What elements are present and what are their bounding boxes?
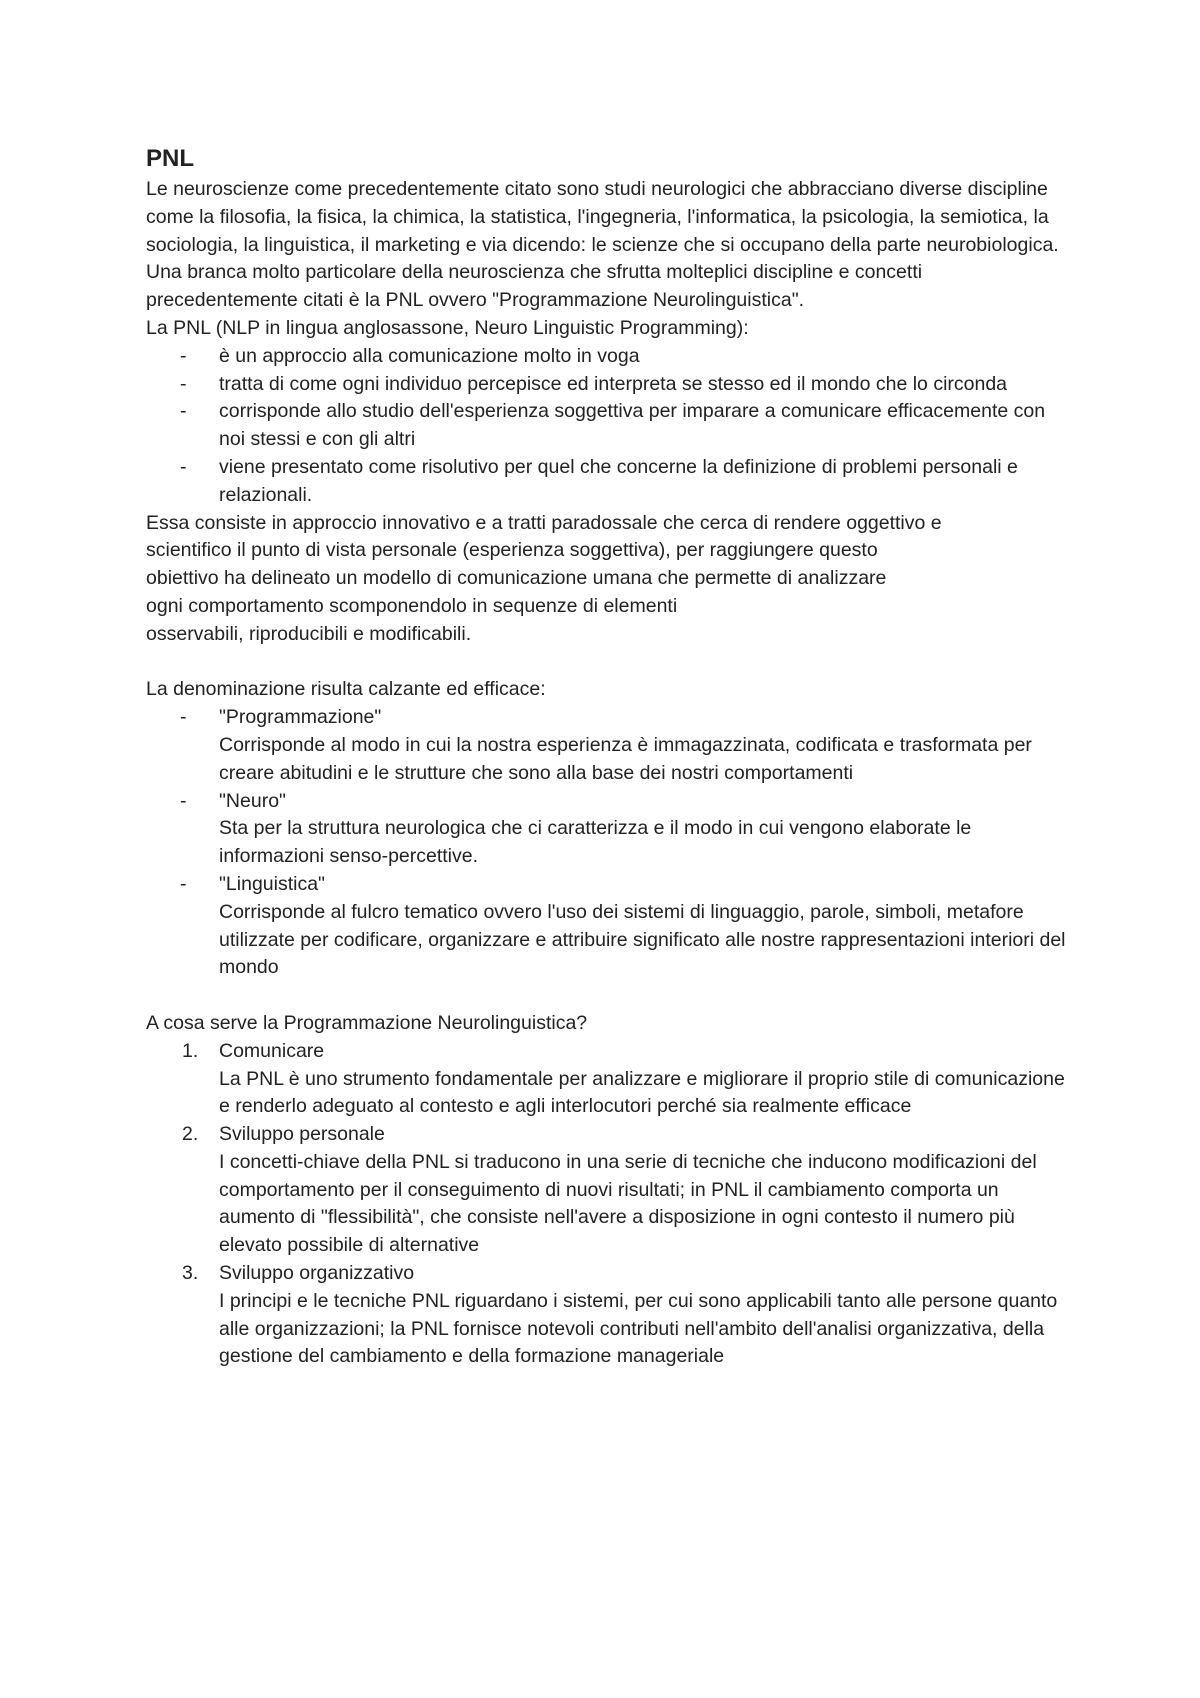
list-item <box>146 1121 1066 1260</box>
question-heading: A cosa serve la Programmazione Neurolinguistica? <box>146 1011 588 1034</box>
bullet-marker: - <box>180 344 187 367</box>
list-number: 3. <box>182 1262 199 1285</box>
uses-list <box>146 1038 1066 1372</box>
paragraph-line: osservabili, riproducibili e modificabili. <box>146 622 472 645</box>
list-item-term: Sviluppo personale <box>219 1123 385 1146</box>
list-item-text: è un approccio alla comunicazione molto in voga <box>219 344 640 367</box>
list-item <box>146 788 1066 871</box>
list-number: 1. <box>182 1039 199 1062</box>
denominazione-intro: La denominazione risulta calzante ed efficace: <box>146 678 546 701</box>
list-item-description: I principi e le tecniche PNL riguardano i sistemi, per cui sono applicabili tanto alle persone quanto alle organizzazioni; la PNL fornisce notevoli contributi nell'ambito dell'analisi organizzativa, della gestione del cambiamento e della formazione manageriale <box>219 1289 1058 1368</box>
document-page <box>146 142 1066 1371</box>
list-item <box>146 398 1066 454</box>
list-item-term: "Neuro" <box>219 789 286 812</box>
paragraph-line: scientifico il punto di vista personale (esperienza soggettiva), per raggiungere questo <box>146 539 878 562</box>
list-item <box>146 871 1066 982</box>
list-item-term: Comunicare <box>219 1039 325 1062</box>
list-item-term: "Programmazione" <box>219 706 382 729</box>
list-item-term: Sviluppo organizzativo <box>219 1262 415 1285</box>
list-item-text: corrisponde allo studio dell'esperienza soggettiva per imparare a comunicare efficacemente con noi stessi e con gli altri <box>219 400 1046 451</box>
blank-line <box>146 982 1066 1010</box>
bullet-marker: - <box>180 706 187 729</box>
bullet-marker: - <box>180 372 187 395</box>
page-title: PNL <box>146 145 194 172</box>
paragraph-line: Essa consiste in approccio innovativo e a tratti paradossale che cerca di rendere oggettivo e <box>146 511 942 534</box>
list-item <box>146 371 1066 399</box>
bullet-marker: - <box>180 789 187 812</box>
blank-line <box>146 649 1066 677</box>
paragraph-line: ogni comportamento scomponendolo in sequenze di elementi <box>146 594 678 617</box>
list-item-description: Corrisponde al fulcro tematico ovvero l'uso dei sistemi di linguaggio, parole, simboli, metafore utilizzate per codificare, organizzare e attribuire significato alle nostre rappresentazioni interiori del mondo <box>219 900 1066 979</box>
list-item <box>146 454 1066 510</box>
list-item-text: tratta di come ogni individuo percepisce ed interpreta se stesso ed il mondo che lo circonda <box>219 372 1008 395</box>
list-item <box>146 1260 1066 1371</box>
list-number: 2. <box>182 1123 199 1146</box>
list-item <box>146 704 1066 787</box>
essa-paragraph <box>146 510 1066 649</box>
list-item-description: Corrisponde al modo in cui la nostra esperienza è immagazzinata, codificata e trasformata per creare abitudini e le strutture che sono alla base dei nostri comportamenti <box>219 733 1032 784</box>
paragraph-line: obiettivo ha delineato un modello di comunicazione umana che permette di analizzare <box>146 567 887 590</box>
list-item-description: La PNL è uno strumento fondamentale per analizzare e migliorare il proprio stile di comunicazione e renderlo adeguato al contesto e agli interlocutori perché sia realmente efficace <box>219 1067 1065 1118</box>
list-item-term: "Linguistica" <box>219 872 325 895</box>
bullet-marker: - <box>180 455 187 478</box>
nlp-characteristics-list <box>146 343 1066 510</box>
list-item-description: Sta per la struttura neurologica che ci caratterizza e il modo in cui vengono elaborate le informazioni senso-percettive. <box>219 817 972 868</box>
list-item <box>146 1038 1066 1121</box>
list-item <box>146 343 1066 371</box>
list-item-text: viene presentato come risolutivo per quel che concerne la definizione di problemi personali e relazionali. <box>219 455 1018 506</box>
bullet-marker: - <box>180 872 187 895</box>
denominazione-list <box>146 704 1066 982</box>
intro-paragraph: Le neuroscienze come precedentemente citato sono studi neurologici che abbracciano diverse discipline come la filosofia, la fisica, la chimica, la statistica, l'ingegneria, l'informatica, la psicologia, la semiotica, la sociologia, la linguistica, il marketing e via dicendo: le scienze che si occupano della parte neurobiologica. Una branca molto particolare della neuroscienza che sfrutta molteplici discipline e concetti precedentemente citati è la PNL ovvero "Programmazione Neurolinguistica". <box>146 178 1059 312</box>
list-item-description: I concetti-chiave della PNL si traducono in una serie di tecniche che inducono modificazioni del comportamento per il conseguimento di nuovi risultati; in PNL il cambiamento comporta un aumento di "flessibilità", che consiste nell'avere a disposizione in ogni contesto il numero più elevato possibile di alternative <box>219 1150 1037 1257</box>
bullet-marker: - <box>180 400 187 423</box>
nlp-definition-line: La PNL (NLP in lingua anglosassone, Neuro Linguistic Programming): <box>146 316 749 339</box>
